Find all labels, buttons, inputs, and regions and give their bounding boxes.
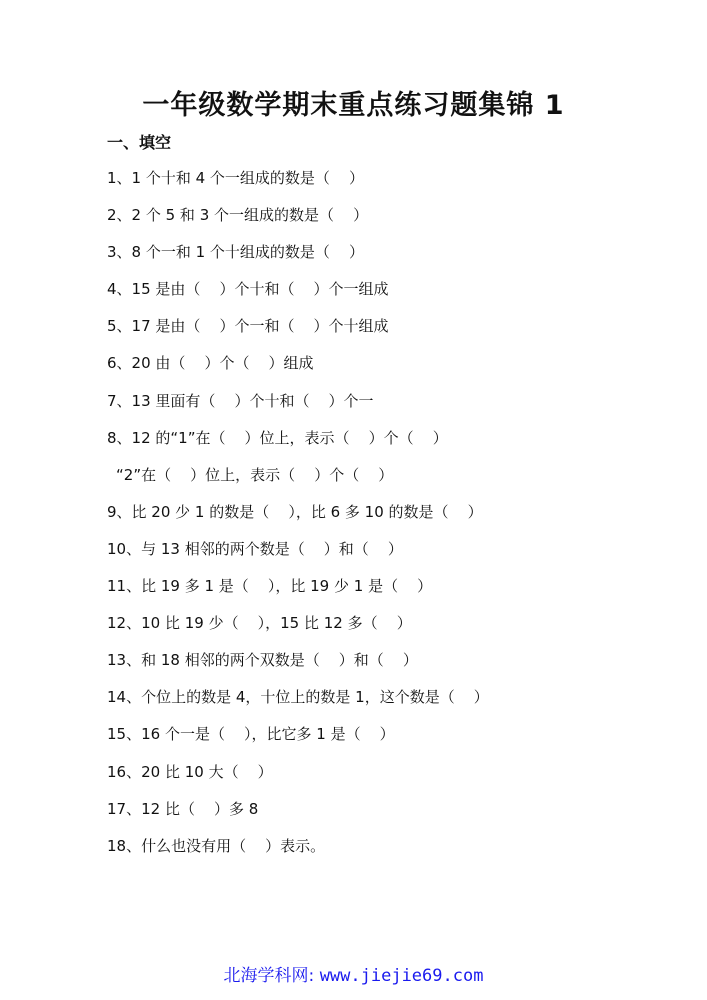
footer-watermark xyxy=(0,964,707,988)
question-item: 3、8 个一和 1 个十组成的数是（ ） xyxy=(107,243,365,262)
question-list xyxy=(107,167,489,872)
question-item: 15、16 个一是（ ），比它多 1 是（ ） xyxy=(107,725,395,744)
question-item: 12、10 比 19 少（ ），15 比 12 多（ ） xyxy=(107,614,412,633)
question-item: 8、12 的“1”在（ ）位上，表示（ ）个（ ） xyxy=(107,428,448,447)
question-item: 13、和 18 相邻的两个双数是（ ）和（ ） xyxy=(107,651,418,670)
question-item-continuation: “2”在（ ）位上，表示（ ）个（ ） xyxy=(116,465,394,484)
footer-url-link[interactable]: www.jiejie69.com xyxy=(319,966,484,986)
question-item: 17、12 比（ ）多 8 xyxy=(107,799,259,818)
question-item: 5、17 是由（ ）个一和（ ）个十组成 xyxy=(107,317,389,336)
question-item: 14、个位上的数是 4，十位上的数是 1，这个数是（ ） xyxy=(107,688,489,707)
question-item: 9、比 20 少 1 的数是（ ），比 6 多 10 的数是（ ） xyxy=(107,502,483,521)
question-item: 16、20 比 10 大（ ） xyxy=(107,762,273,781)
question-item: 2、2 个 5 和 3 个一组成的数是（ ） xyxy=(107,206,369,225)
question-item: 18、什么也没有用（ ）表示。 xyxy=(107,836,326,855)
question-item: 6、20 由（ ）个（ ）组成 xyxy=(107,354,314,373)
question-item: 11、比 19 多 1 是（ ），比 19 少 1 是（ ） xyxy=(107,577,433,596)
question-item: 7、13 里面有（ ）个十和（ ）个一 xyxy=(107,391,374,410)
page-title: 一年级数学期末重点练习题集锦 1 xyxy=(142,90,565,121)
footer-site-name: 北海学科网: xyxy=(223,966,315,986)
question-item: 10、与 13 相邻的两个数是（ ）和（ ） xyxy=(107,539,403,558)
section-heading: 一、填空 xyxy=(107,133,172,152)
question-item: 1、1 个十和 4 个一组成的数是（ ） xyxy=(107,169,365,187)
question-item: 4、15 是由（ ）个十和（ ）个一组成 xyxy=(107,280,389,299)
